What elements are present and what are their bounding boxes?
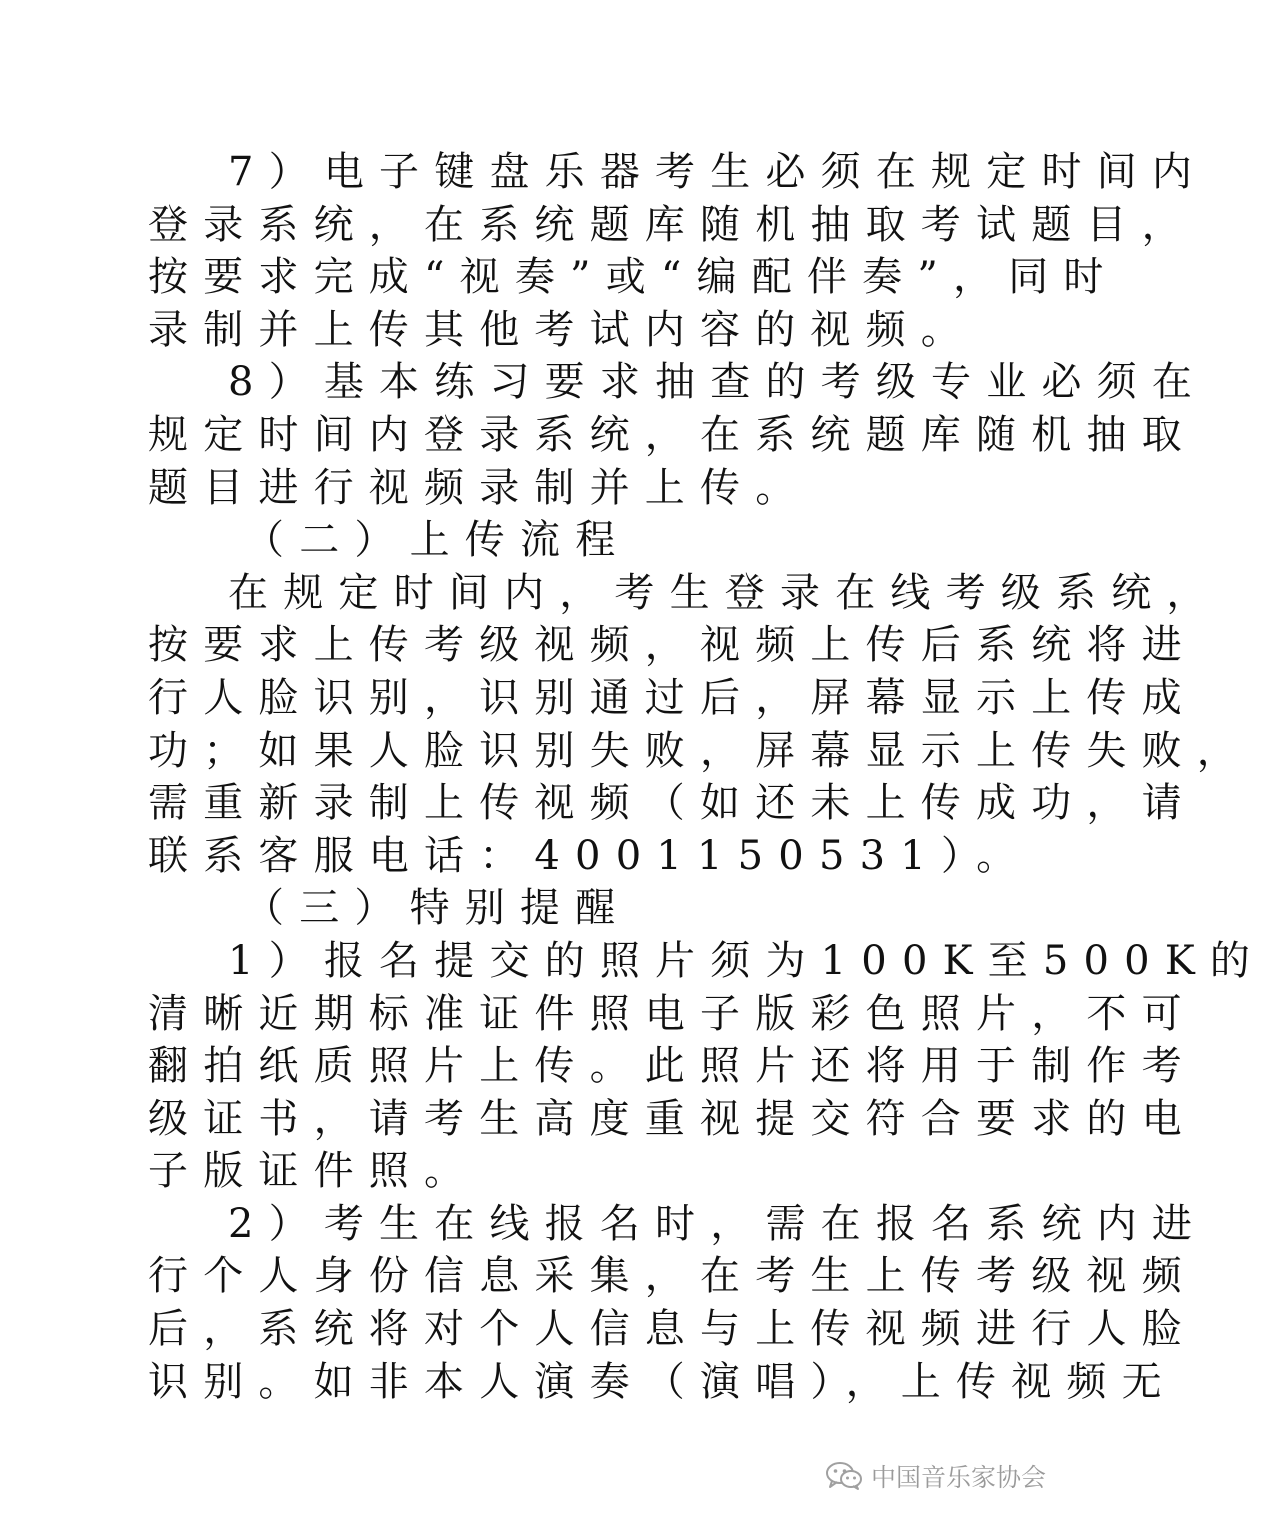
text-line: 识别。如非本人演奏（演唱），上传视频无 <box>148 1358 1177 1405</box>
section-heading: （二）上传流程 <box>244 517 631 564</box>
text-line: 7）电子键盘乐器考生必须在规定时间内 <box>228 149 1208 195</box>
section-heading-special-reminder <box>148 882 948 935</box>
text-line: 1）报名提交的照片须为100K至500K的 <box>228 937 1265 984</box>
document-body <box>148 146 1265 1408</box>
paragraph-reminder-2 <box>148 1198 1208 1408</box>
text-line: 按要求完成“视奏”或“编配伴奏”，同时 <box>148 254 1119 301</box>
text-line: 题目进行视频录制并上传。 <box>148 464 811 511</box>
watermark-text: 中国音乐家协会 <box>870 1463 1046 1492</box>
section-heading-upload-process <box>148 514 948 567</box>
paragraph-reminder-1 <box>148 935 1265 1198</box>
text-line: 按要求上传考级视频，视频上传后系统将进 <box>148 622 1197 669</box>
text-line: 清晰近期标准证件照电子版彩色照片，不可 <box>148 990 1197 1037</box>
text-line: 规定时间内登录系统，在系统题库随机抽取 <box>148 411 1197 458</box>
section-heading: （三）特别提醒 <box>244 885 631 932</box>
text-line: 行人脸识别，识别通过后，屏幕显示上传成 <box>148 674 1197 721</box>
text-line: 录制并上传其他考试内容的视频。 <box>148 306 976 353</box>
wechat-icon <box>825 1461 863 1491</box>
text-line: 登录系统，在系统题库随机抽取考试题目， <box>148 201 1197 248</box>
text-line: 级证书，请考生高度重视提交符合要求的电 <box>148 1095 1197 1142</box>
text-line: 8）基本练习要求抽查的考级专业必须在 <box>228 359 1208 406</box>
text-line: 翻拍纸质照片上传。此照片还将用于制作考 <box>148 1043 1197 1090</box>
text-line: 子版证件照。 <box>148 1148 480 1195</box>
text-line: 联系客服电话：4001150531）。 <box>148 832 1032 879</box>
paragraph-item-8 <box>148 356 1208 514</box>
text-line: 行个人身份信息采集，在考生上传考级视频 <box>148 1253 1197 1300</box>
watermark <box>825 1459 1046 1493</box>
paragraph-upload-process <box>148 567 1252 883</box>
text-line: 2）考生在线报名时，需在报名系统内进 <box>228 1200 1208 1247</box>
text-line: 功；如果人脸识别失败，屏幕显示上传失败， <box>148 727 1252 774</box>
text-line: 后，系统将对个人信息与上传视频进行人脸 <box>148 1306 1197 1353</box>
text-line: 需重新录制上传视频（如还未上传成功，请 <box>148 780 1197 827</box>
text-line: 在规定时间内，考生登录在线考级系统， <box>228 569 1222 616</box>
paragraph-item-7 <box>148 146 1208 356</box>
